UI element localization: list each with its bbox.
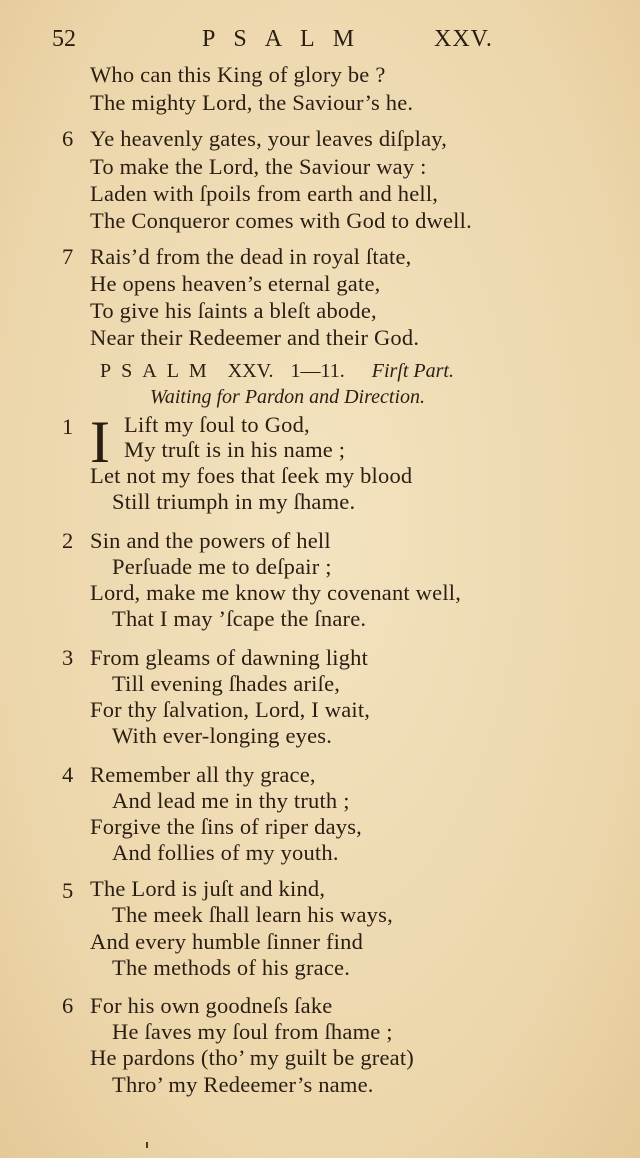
verse-line: For his own goodneſs ſake xyxy=(90,993,333,1018)
verse-line: Near their Redeemer and their God. xyxy=(90,325,420,350)
verse-line: Rais’d from the dead in royal ſtate, xyxy=(90,244,412,269)
verse-line: The Lord is juſt and kind, xyxy=(90,876,326,901)
verse-line: To give his ſaints a bleſt abode, xyxy=(90,298,377,323)
psalm-verses: 1—11. xyxy=(290,360,345,382)
psalm-subtitle: Waiting for Pardon and Direction. xyxy=(150,386,425,408)
verse-line: That I may ’ſcape the ſnare. xyxy=(112,606,367,631)
verse-line: He pardons (tho’ my guilt be great) xyxy=(90,1045,414,1070)
verse-line: Let not my foes that ſeek my blood xyxy=(90,463,413,488)
drop-cap: I xyxy=(90,409,110,475)
stanza-number: 6 xyxy=(62,993,74,1018)
verse-line: Still triumph in my ſhame. xyxy=(112,489,356,514)
psalm-numeral: XXV. xyxy=(227,360,274,382)
verse-line: The meek ſhall learn his ways, xyxy=(112,902,393,927)
verse-line: Remember all thy grace, xyxy=(90,762,316,787)
psalm-label: PSALM xyxy=(100,360,217,382)
stanza-number: 6 xyxy=(62,126,74,151)
verse-line: For thy ſalvation, Lord, I wait, xyxy=(90,697,371,722)
running-title: PSALM xyxy=(202,26,373,52)
running-numeral: XXV. xyxy=(434,26,493,52)
stanza-number: 7 xyxy=(62,244,74,269)
stanza-number: 1 xyxy=(62,414,74,439)
verse-line: The Conqueror comes with God to dwell. xyxy=(90,208,472,233)
stanza-number: 2 xyxy=(62,528,74,553)
verse-line: Till evening ſhades ariſe, xyxy=(112,671,341,696)
verse-line: My truſt is in his name ; xyxy=(124,437,346,462)
verse-line: He opens heaven’s eternal gate, xyxy=(90,271,381,296)
verse-line: From gleams of dawning light xyxy=(90,645,369,670)
verse-line: Lift my ſoul to God, xyxy=(124,412,310,437)
page-header xyxy=(52,20,522,54)
verse-line: With ever-longing eyes. xyxy=(112,723,333,748)
verse-line: Sin and the powers of hell xyxy=(90,528,331,553)
stanza-number: 4 xyxy=(62,762,74,787)
ink-mark xyxy=(146,1142,148,1148)
psalm-part: Firſt Part. xyxy=(371,360,454,382)
verse-line: He ſaves my ſoul from ſhame ; xyxy=(112,1019,393,1044)
verse-line: And every humble ſinner find xyxy=(90,929,364,954)
verse-line: Forgive the ſins of riper days, xyxy=(90,814,362,839)
stanza-number: 5 xyxy=(62,878,74,903)
verse-line: To make the Lord, the Saviour way : xyxy=(90,154,427,179)
verse-line: And follies of my youth. xyxy=(112,840,339,865)
page-number: 52 xyxy=(52,26,76,52)
verse-line: The mighty Lord, the Saviour’s he. xyxy=(90,90,414,115)
stanza-number: 3 xyxy=(62,645,74,670)
verse-line: Perſuade me to deſpair ; xyxy=(112,554,332,579)
verse-line: And lead me in thy truth ; xyxy=(112,788,350,813)
verse-line: Lord, make me know thy covenant well, xyxy=(90,580,462,605)
verse-line: Laden with ſpoils from earth and hell, xyxy=(90,181,439,206)
verse-line: Ye heavenly gates, your leaves diſplay, xyxy=(90,126,448,151)
psalm-title xyxy=(100,360,454,383)
verse-line: Thro’ my Redeemer’s name. xyxy=(112,1072,374,1097)
verse-line: Who can this King of glory be ? xyxy=(90,62,386,87)
verse-line: The methods of his grace. xyxy=(112,955,351,980)
